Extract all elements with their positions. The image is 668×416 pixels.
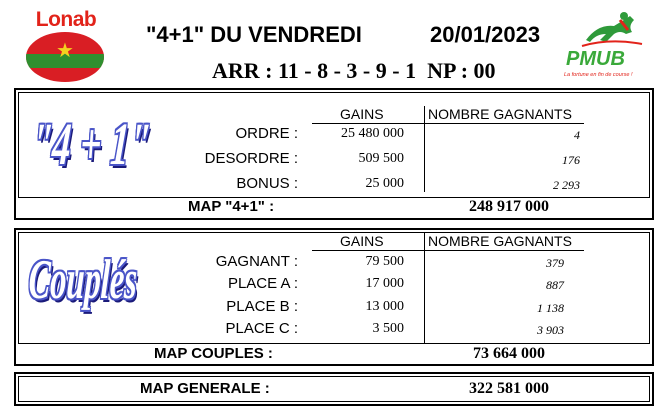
section-couples-badge: Couplés	[27, 249, 139, 311]
gagnants-place-b: 1 138	[537, 301, 564, 315]
arrivee-line: ARR : 11 - 8 - 3 - 9 - 1 NP : 00	[212, 58, 496, 83]
gagnants-desordre: 176	[562, 153, 580, 167]
draw-date: 20/01/2023	[430, 22, 541, 47]
horse-rider-icon	[580, 10, 650, 50]
section-41-header-rule	[312, 123, 584, 124]
row-label-place-a: PLACE A :	[227, 275, 298, 292]
gain-desordre: 509 500	[358, 151, 404, 166]
section-couples-col-gagnants: NOMBRE GAGNANTS	[428, 233, 572, 249]
gagnants-bonus: 2 293	[553, 178, 580, 192]
row-label-bonus: BONUS :	[236, 175, 298, 192]
star-icon: ★	[56, 40, 74, 62]
section-couples-col-gains: GAINS	[340, 233, 384, 249]
row-label-gagnant: GAGNANT :	[215, 253, 298, 270]
row-label-desordre: DESORDRE :	[204, 150, 298, 167]
section-41-col-gains: GAINS	[340, 106, 384, 122]
section-couples-header-rule	[312, 250, 584, 251]
lonab-flag-ball	[26, 32, 104, 82]
lonab-logo-text: Lonab	[35, 8, 97, 31]
pmub-logo	[560, 10, 660, 86]
gain-place-c: 3 500	[372, 321, 404, 336]
gain-place-a: 17 000	[365, 276, 404, 291]
gagnants-ordre: 4	[574, 128, 580, 142]
page-title: "4+1" DU VENDREDI	[146, 22, 362, 47]
pmub-tagline: La fortune en fin de course !	[564, 72, 633, 78]
map-generale-value: 322 581 000	[469, 380, 549, 397]
map-couples-value: 73 664 000	[473, 345, 545, 362]
gain-bonus: 25 000	[365, 176, 404, 191]
section-41-col-divider	[424, 106, 425, 192]
row-label-place-c: PLACE C :	[225, 320, 298, 337]
section-41-badge: "4 + 1"	[29, 111, 153, 177]
gain-ordre: 25 480 000	[341, 126, 404, 141]
section-couples-col-divider	[424, 233, 425, 343]
row-label-ordre: ORDRE :	[235, 125, 298, 142]
map-41-value: 248 917 000	[469, 198, 549, 215]
pmub-logo-text: PMUB	[566, 48, 625, 70]
lonab-logo	[20, 8, 112, 82]
gagnants-gagnant: 379	[546, 256, 564, 270]
section-41-col-gagnants: NOMBRE GAGNANTS	[428, 106, 572, 122]
gagnants-place-a: 887	[546, 278, 564, 292]
map-41-label: MAP "4+1" :	[188, 198, 275, 215]
map-generale-label: MAP GENERALE :	[140, 380, 270, 397]
gain-gagnant: 79 500	[365, 254, 404, 269]
map-couples-label: MAP COUPLES :	[154, 345, 273, 362]
gain-place-b: 13 000	[365, 299, 404, 314]
gagnants-place-c: 3 903	[537, 323, 564, 337]
row-label-place-b: PLACE B :	[226, 298, 298, 315]
